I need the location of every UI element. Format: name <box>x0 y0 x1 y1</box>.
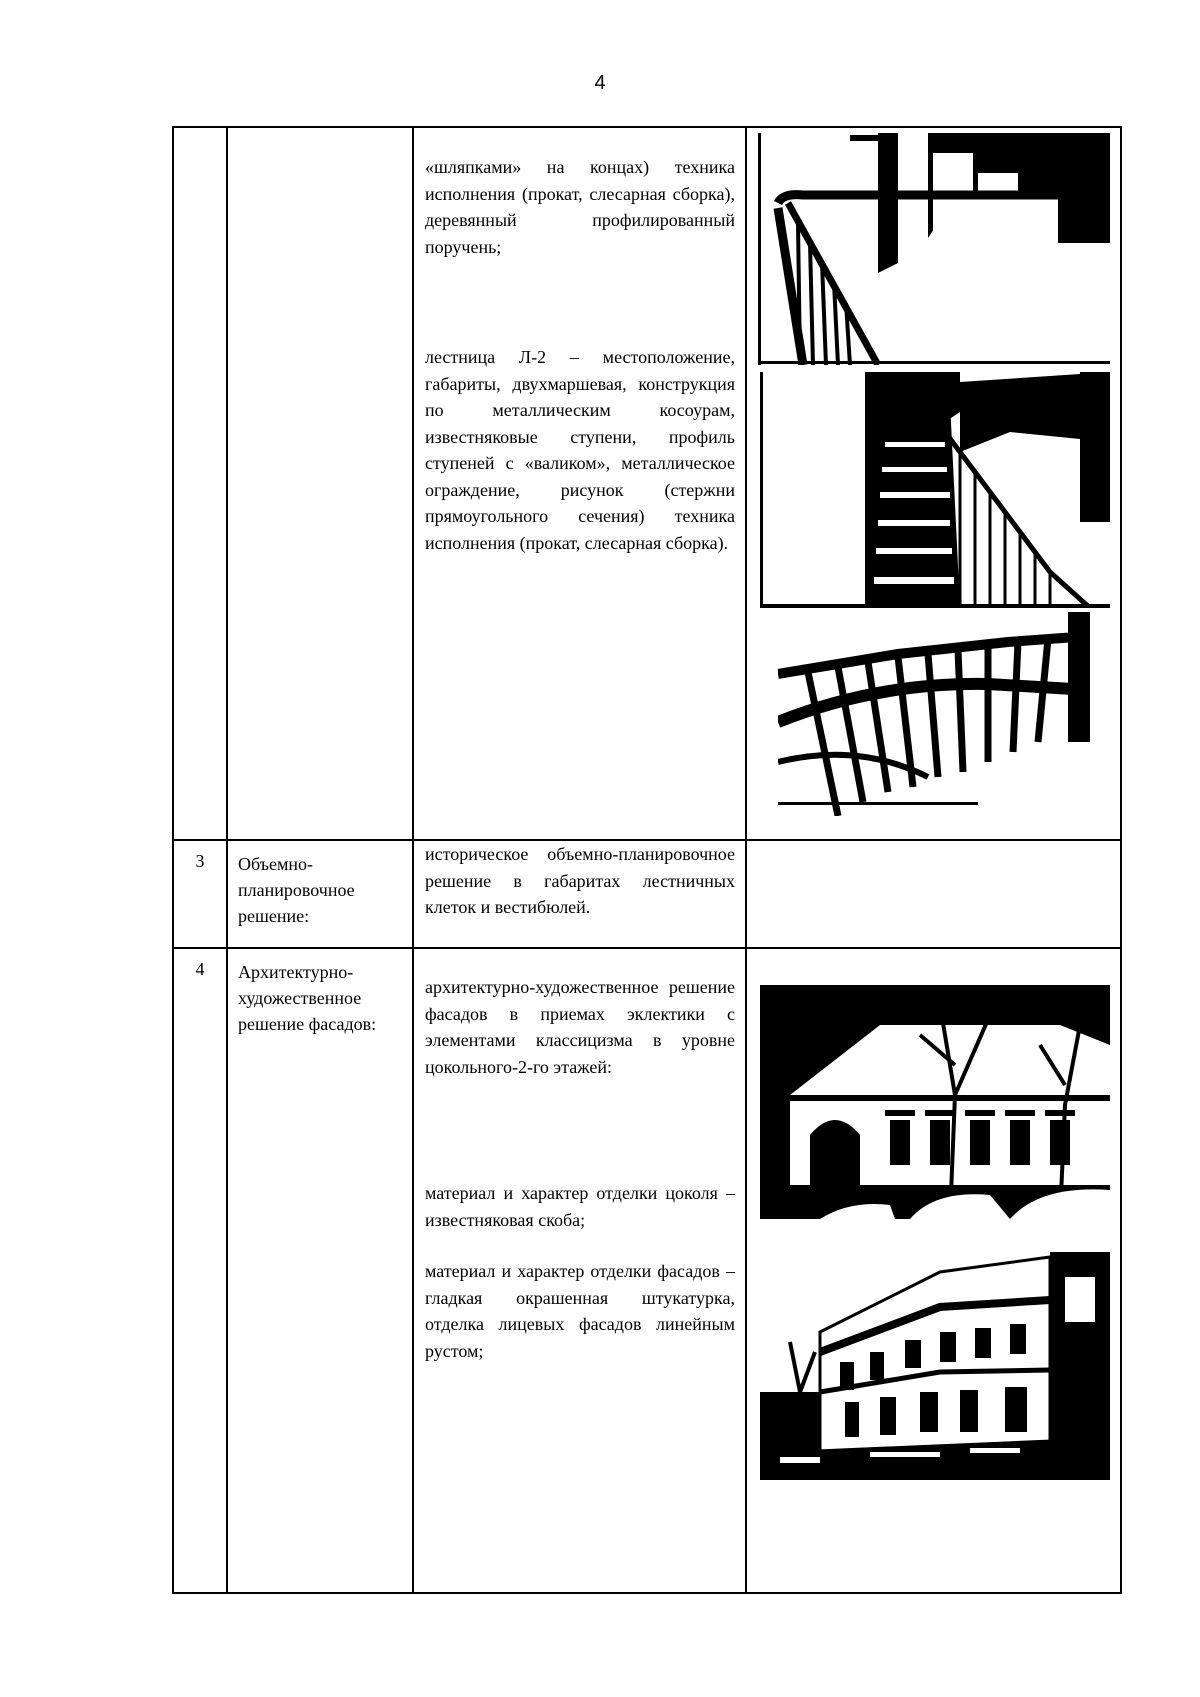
row-number: 3 <box>195 851 205 871</box>
table-row <box>173 840 1121 948</box>
description-paragraph: материал и характер отделки фасадов – гладкая окрашенная штукатурка, отделка лицевых фасадов линейным рустом; <box>425 1261 735 1361</box>
row-name-cell <box>227 948 413 1593</box>
description-paragraph: историческое объемно-планировочное решение в габаритах лестничных клеток и вестибюлей. <box>425 844 735 917</box>
description-paragraph: «шляпками» на концах) техника исполнения (прокат, слесарная сборка), деревянный профилированный поручень; <box>425 157 735 257</box>
row-name: Объемно-планировочное решение: <box>238 854 355 926</box>
row-number-cell <box>173 127 227 840</box>
row-description-cell <box>413 948 746 1593</box>
page-number: 4 <box>594 72 606 94</box>
two-flight-staircase-photo <box>760 372 1110 608</box>
row-name-cell <box>227 840 413 948</box>
row-number <box>174 128 226 138</box>
description-paragraph: материал и характер отделки цоколя – известняковая скоба; <box>425 1183 735 1230</box>
row-name <box>228 128 412 138</box>
row-name-cell <box>227 127 413 840</box>
row-name: Архитектурно-художественное решение фасадов: <box>238 962 377 1034</box>
row-number-cell <box>173 948 227 1593</box>
row-description-cell <box>413 127 746 840</box>
railing-detail-photo <box>778 612 1090 816</box>
row-photo-cell <box>746 840 1121 948</box>
row-description-cell <box>413 840 746 948</box>
description-paragraph: лестница Л-2 – местоположение, габариты, двухмаршевая, конструкция по металлическим косоурам, известняковые ступени, профиль ступеней с «валиком», металлическое ограждение, рисунок (стержни прямоугольного сечения) техника исполнения (прокат, слесарная сборка). <box>425 347 735 553</box>
description-paragraph: архитектурно-художественное решение фасадов в приемах эклектики с элементами классицизма в уровне цокольного-2-го этажей: <box>425 977 735 1077</box>
row-number: 4 <box>195 959 205 979</box>
staircase-handrail-photo <box>758 133 1110 365</box>
row-number-cell <box>173 840 227 948</box>
facade-street-photo <box>760 985 1110 1219</box>
facade-side-photo <box>760 1252 1110 1480</box>
